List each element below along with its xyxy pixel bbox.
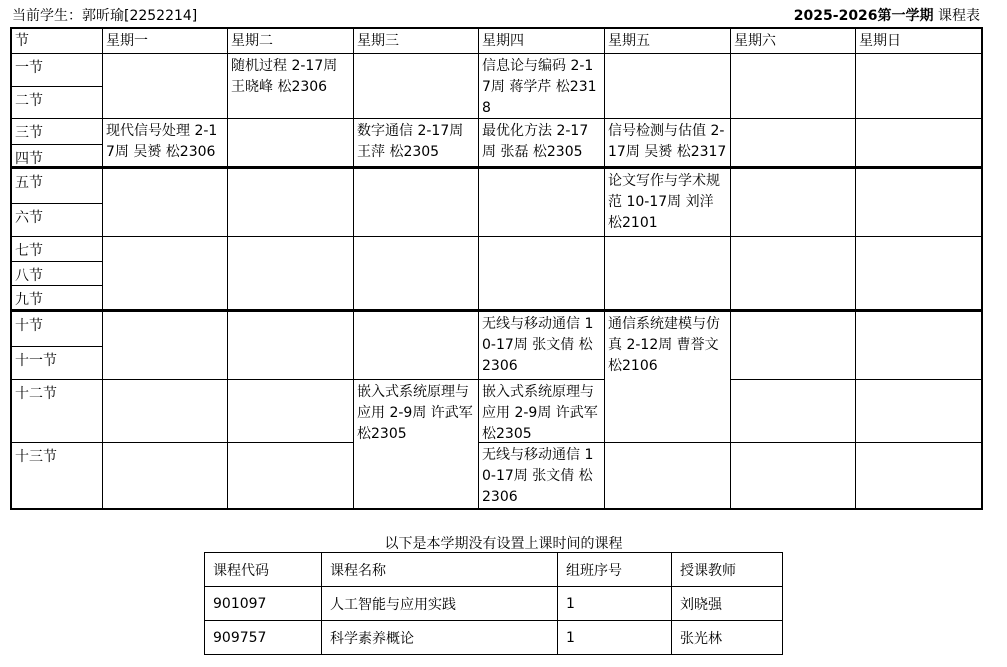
empty-cell: [228, 119, 354, 169]
course-cell: 数字通信 2-17周 王萍 松2305: [354, 119, 479, 169]
empty-cell: [354, 169, 479, 237]
course-cell: 无线与移动通信 10-17周 张文倩 松2306: [479, 443, 605, 509]
day-header-4: 星期四: [479, 29, 605, 54]
teacher-name: 张光林: [672, 621, 783, 655]
empty-cell: [731, 237, 856, 312]
empty-cell: [856, 54, 982, 119]
course-cell: 随机过程 2-17周 王晓峰 松2306: [228, 54, 354, 119]
empty-cell: [731, 312, 856, 380]
day-header-3: 星期三: [354, 29, 479, 54]
empty-cell: [731, 54, 856, 119]
course-cell: 信号检测与估值 2-17周 吴赟 松2317: [605, 119, 731, 169]
empty-cell: [228, 169, 354, 237]
period-label-4: 四节: [12, 145, 103, 169]
course-code: 909757: [205, 621, 322, 655]
course-cell: 通信系统建模与仿真 2-12周 曹誉文 松2106: [605, 312, 731, 443]
empty-cell: [228, 237, 354, 312]
group-number: 1: [558, 587, 672, 621]
column-header-code: 课程代码: [205, 553, 322, 587]
day-header-1: 星期一: [103, 29, 228, 54]
empty-cell: [103, 443, 228, 509]
course-name: 科学素养概论: [322, 621, 558, 655]
empty-cell: [228, 312, 354, 380]
period-label-13: 十三节: [12, 443, 103, 509]
teacher-name: 刘晓强: [672, 587, 783, 621]
course-cell: 信息论与编码 2-17周 蒋学芹 松2318: [479, 54, 605, 119]
table-row: [205, 587, 783, 621]
empty-cell: [354, 54, 479, 119]
course-cell: 嵌入式系统原理与应用 2-9周 许武军 松2305: [479, 380, 605, 443]
period-label-6: 六节: [12, 204, 103, 237]
empty-cell: [605, 237, 731, 312]
period-label-5: 五节: [12, 169, 103, 204]
empty-cell: [103, 380, 228, 443]
empty-cell: [856, 169, 982, 237]
course-cell: 最优化方法 2-17周 张磊 松2305: [479, 119, 605, 169]
empty-cell: [228, 380, 354, 443]
period-label-7: 七节: [12, 237, 103, 262]
semester-title: [794, 5, 980, 25]
course-cell: 论文写作与学术规范 10-17周 刘洋 松2101: [605, 169, 731, 237]
period-label-9: 九节: [12, 286, 103, 312]
empty-cell: [479, 169, 605, 237]
course-name: 人工智能与应用实践: [322, 587, 558, 621]
period-label-10: 十节: [12, 312, 103, 347]
corner-header: 节: [12, 29, 103, 54]
column-header-name: 课程名称: [322, 553, 558, 587]
student-info: 当前学生：郭昕瑜[2252214]: [12, 8, 198, 24]
empty-cell: [605, 443, 731, 509]
empty-cell: [731, 380, 856, 443]
period-label-11: 十一节: [12, 347, 103, 380]
column-header-group: 组班序号: [558, 553, 672, 587]
empty-cell: [856, 119, 982, 169]
empty-cell: [856, 237, 982, 312]
course-cell: 无线与移动通信 10-17周 张文倩 松2306: [479, 312, 605, 380]
period-label-12: 十二节: [12, 380, 103, 443]
empty-cell: [103, 312, 228, 380]
unscheduled-title: 以下是本学期没有设置上课时间的课程: [384, 536, 623, 552]
period-label-3: 三节: [12, 119, 103, 145]
empty-cell: [731, 169, 856, 237]
empty-cell: [731, 443, 856, 509]
empty-cell: [856, 380, 982, 443]
empty-cell: [354, 312, 479, 380]
course-cell: 嵌入式系统原理与应用 2-9周 许武军 松2305: [354, 380, 479, 509]
empty-cell: [479, 237, 605, 312]
empty-cell: [228, 443, 354, 509]
empty-cell: [354, 237, 479, 312]
empty-cell: [103, 237, 228, 312]
empty-cell: [103, 54, 228, 119]
course-cell: 现代信号处理 2-17周 吴赟 松2306: [103, 119, 228, 169]
unscheduled-courses-table: [204, 552, 783, 655]
empty-cell: [856, 312, 982, 380]
empty-cell: [103, 169, 228, 237]
group-number: 1: [558, 621, 672, 655]
period-label-2: 二节: [12, 87, 103, 119]
column-header-teacher: 授课教师: [672, 553, 783, 587]
period-label-1: 一节: [12, 54, 103, 87]
empty-cell: [731, 119, 856, 169]
day-header-2: 星期二: [228, 29, 354, 54]
period-label-8: 八节: [12, 262, 103, 286]
table-header-row: [205, 553, 783, 587]
table-row: [205, 621, 783, 655]
course-code: 901097: [205, 587, 322, 621]
semester-label: 2025-2026第一学期: [793, 8, 934, 24]
empty-cell: [605, 54, 731, 119]
day-header-6: 星期六: [731, 29, 856, 54]
timetable-grid: [11, 28, 982, 509]
day-header-7: 星期日: [856, 29, 982, 54]
schedule-label: 课程表: [933, 8, 980, 24]
day-header-5: 星期五: [605, 29, 731, 54]
empty-cell: [856, 443, 982, 509]
